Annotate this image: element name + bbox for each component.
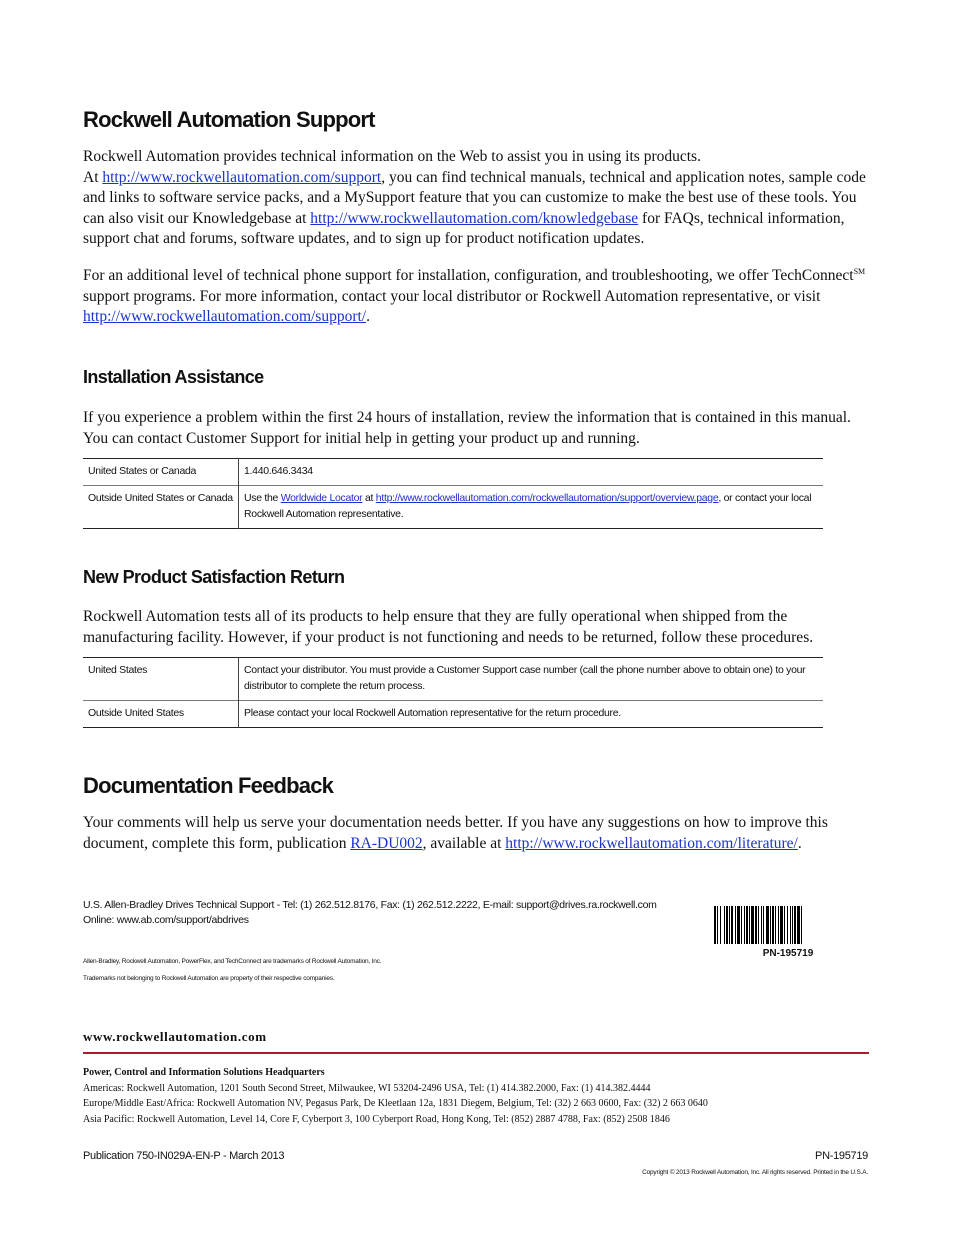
publication-number: Publication 750-IN029A-EN-P - March 2013: [83, 1150, 285, 1162]
apac-address: Asia Pacific: Rockwell Automation, Level 14, Core F, Cyberport 3, 100 Cyberport Road, Hong Kong, Tel: (852) 2887 4788, Fax: (852) 2508 1846: [83, 1113, 670, 1125]
table-row: [83, 486, 823, 529]
feedback-heading: Documentation Feedback: [83, 773, 334, 798]
installation-row-label: Outside United States or Canada: [83, 486, 239, 529]
support-p2-text3: .: [366, 308, 370, 326]
support-link[interactable]: http://www.rockwellautomation.com/support: [102, 168, 382, 186]
returns-row-value: Contact your distributor. You must provide a Customer Support case number (call the phone number above to obtain one) to your distributor to complete the return process.: [244, 664, 806, 692]
feedback-text-3: .: [797, 834, 802, 852]
support-paragraph-2: [83, 262, 873, 328]
returns-row-value: Please contact your local Rockwell Automation representative for the return procedure.: [244, 707, 621, 719]
installation-heading: Installation Assistance: [83, 367, 264, 387]
worldwide-locator-link[interactable]: Worldwide Locator: [280, 492, 363, 504]
headquarters-title: Power, Control and Information Solutions Headquarters: [83, 1067, 325, 1078]
returns-row-label: United States: [83, 658, 239, 701]
footer-divider: [83, 1052, 869, 1054]
barcode-image: [714, 906, 862, 944]
support-heading: Rockwell Automation Support: [83, 107, 375, 132]
installation-row-label: United States or Canada: [83, 459, 239, 486]
barcode-number: PN-195719: [762, 948, 814, 959]
footer-website: www.rockwellautomation.com: [83, 1029, 267, 1044]
installation-text: If you experience a problem within the first 24 hours of installation, review the information that is contained in this manual. You can contact Customer Support for initial help in getting your product up and running.: [83, 409, 851, 447]
support-paragraph-1: [83, 147, 873, 250]
contact-block: [83, 898, 657, 928]
part-number: PN-195719: [815, 1150, 868, 1162]
table-row: [83, 459, 823, 486]
emea-address: Europe/Middle East/Africa: Rockwell Automation NV, Pegasus Park, De Kleetlaan 12a, 1831 Diegem, Belgium, Tel: (32) 2 663 0600, Fax: (32) 2 663 0640: [83, 1098, 708, 1109]
installation-row-value: [239, 486, 824, 529]
table-row: [83, 658, 823, 701]
installation-table: [83, 458, 823, 529]
support-overview-link[interactable]: http://www.rockwellautomation.com/rockwellautomation/support/overview.page: [375, 492, 719, 504]
support-p1-text2: At: [83, 168, 103, 186]
support-p1-text1: Rockwell Automation provides technical information on the Web to assist you in using its products.: [83, 148, 701, 165]
drives-support-line: U.S. Allen-Bradley Drives Technical Support - Tel: (1) 262.512.8176, Fax: (1) 262.512.2222, E-mail: support@drives.ra.rockwell.com: [83, 899, 657, 911]
returns-text: Rockwell Automation tests all of its products to help ensure that they are fully operational when shipped from the manufacturing facility. However, if your product is not functioning and needs to be returned, follow these procedures.: [83, 608, 814, 646]
trademark-line-2: Trademarks not belonging to Rockwell Automation are property of their respective companies.: [83, 975, 335, 982]
copyright-line: Copyright © 2013 Rockwell Automation, Inc. All rights reserved. Printed in the U.S.A.: [642, 1169, 868, 1176]
support-link-2[interactable]: http://www.rockwellautomation.com/support/: [83, 308, 367, 326]
ra-du002-link[interactable]: RA-DU002: [350, 834, 423, 852]
support-p2-text1: For an additional level of technical phone support for installation, configuration, and troubleshooting, we offer TechConnect: [83, 267, 854, 285]
online-line: Online: www.ab.com/support/abdrives: [83, 914, 249, 926]
support-p2-text2: support programs. For more information, contact your local distributor or Rockwell Automation representative, or visit: [83, 287, 821, 305]
americas-address: Americas: Rockwell Automation, 1201 South Second Street, Milwaukee, WI 53204-2496 USA, Tel: (1) 414.382.2000, Fax: (1) 414.382.4444: [83, 1082, 651, 1094]
locator-text-2: at: [362, 492, 376, 504]
feedback-text-1: Your comments will help us serve your documentation needs better. If you have any suggestions on how to improve this document, complete this form, publication: [83, 814, 828, 852]
returns-row-label: Outside United States: [83, 701, 239, 728]
trademark-line-1: Allen-Bradley, Rockwell Automation, PowerFlex, and TechConnect are trademarks of Rockwell Automation, Inc.: [83, 958, 382, 965]
knowledgebase-link[interactable]: http://www.rockwellautomation.com/knowledgebase: [310, 209, 639, 227]
support-p1-text4: for FAQs, technical information, support chat and forums, software updates, and to sign up for product notification updates.: [83, 209, 845, 247]
support-p1-text3: , you can find technical manuals, technical and application notes, sample code and links to software service packs, and a MySupport feature that you can customize to make the best use of these tools. You can also visit our Knowledgebase at: [83, 168, 866, 227]
locator-text-3: , or contact your local Rockwell Automation representative.: [244, 492, 812, 520]
returns-table: [83, 657, 823, 728]
feedback-text-2: , available at: [422, 834, 506, 852]
service-mark: SM: [853, 267, 866, 276]
installation-row-value: 1.440.646.3434: [244, 465, 313, 477]
literature-link[interactable]: http://www.rockwellautomation.com/literature/: [505, 834, 798, 852]
headquarters-block: [83, 1065, 708, 1127]
returns-heading: New Product Satisfaction Return: [83, 567, 345, 587]
locator-text-1: Use the: [244, 492, 281, 504]
feedback-text: [83, 813, 873, 854]
table-row: [83, 701, 823, 728]
